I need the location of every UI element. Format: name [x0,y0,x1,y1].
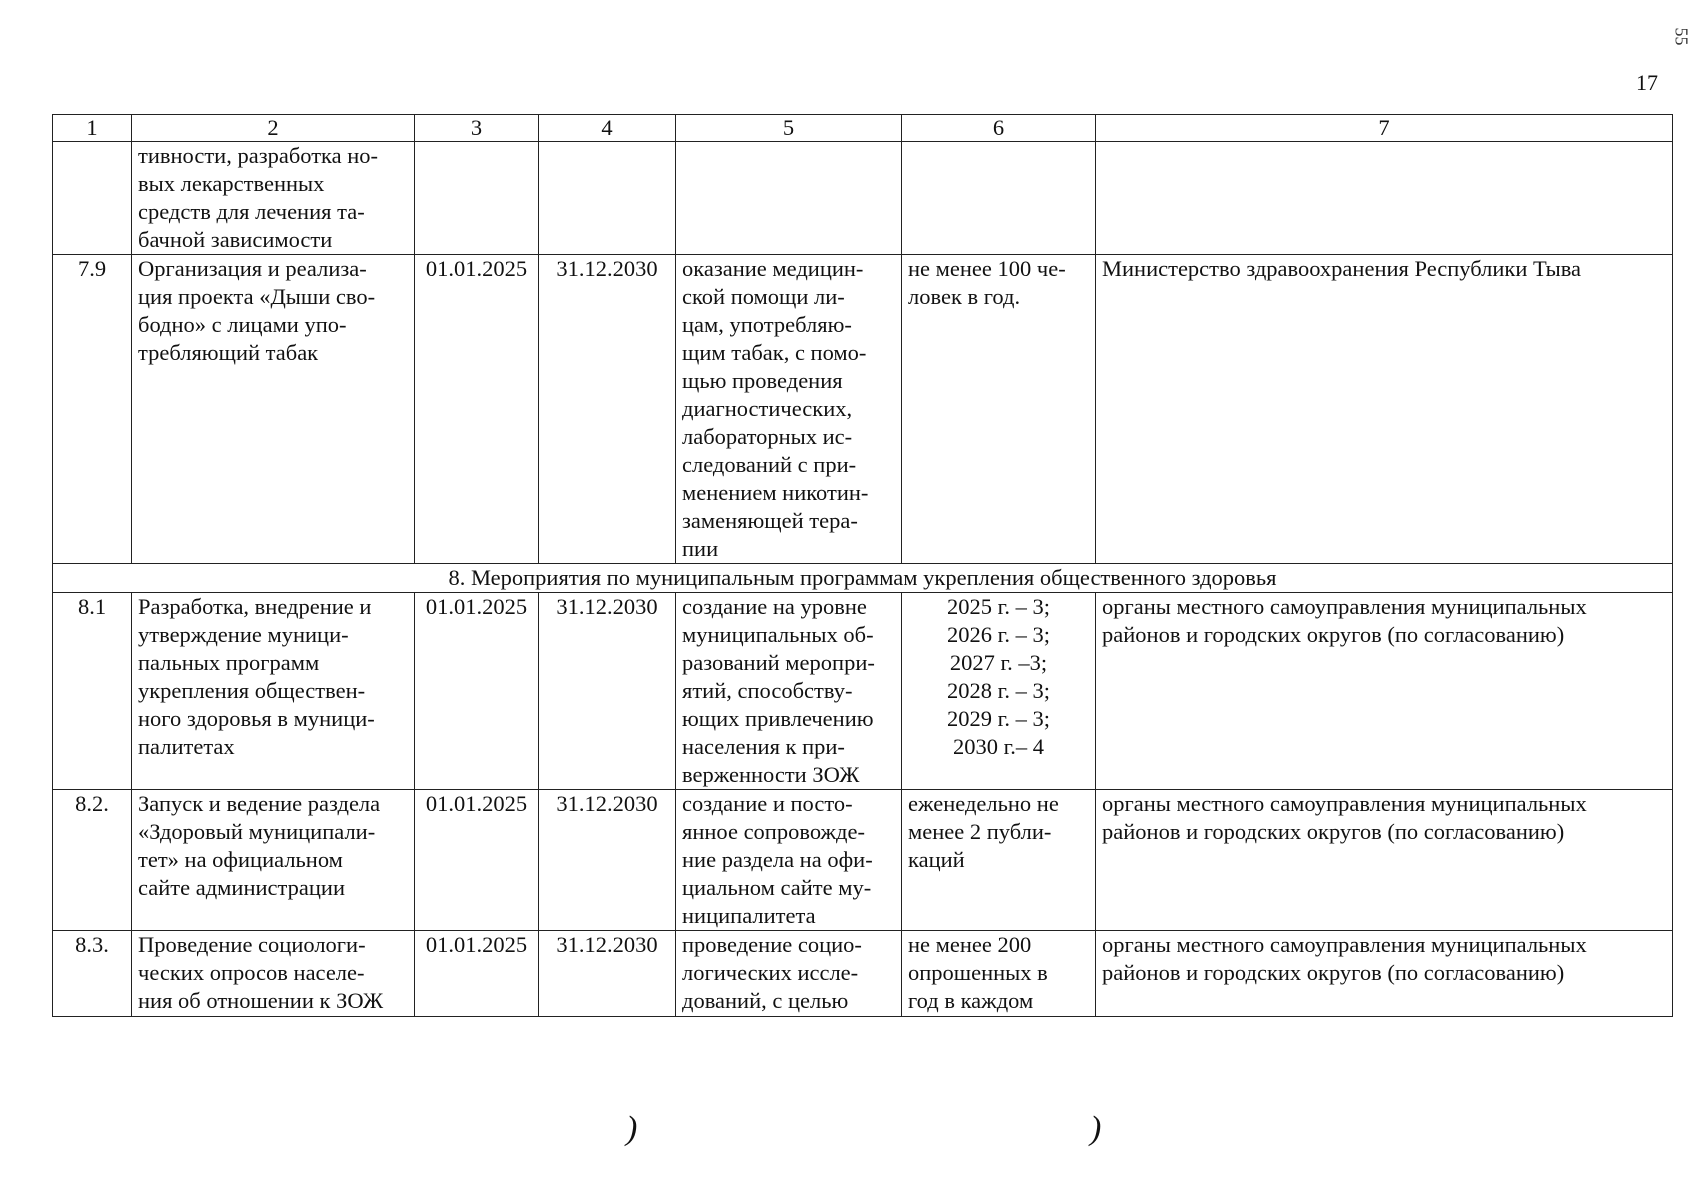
cell-name: Разработка, внедрение и утверждение муници- пальных программ укрепления обществен- ного здоровья в муници- палитетах [132,593,415,790]
table-row-7-9 [53,255,1673,564]
header-col-3: 3 [415,115,539,142]
cell-num: 8.1 [53,593,132,790]
cell-start: 01.01.2025 [415,790,539,931]
cell-result: оказание медицин- ской помощи ли- цам, употребляю- щим табак, с помо- щью проведения диагностических, лабораторных ис- следований с при- менением никотин- заменяющей тера- пии [676,255,902,564]
cell-num [53,142,132,255]
header-col-4: 4 [539,115,676,142]
section-row-8 [53,564,1673,593]
cell-end: 31.12.2030 [539,593,676,790]
header-col-1: 1 [53,115,132,142]
header-col-6: 6 [902,115,1096,142]
header-col-2: 2 [132,115,415,142]
cell-start: 01.01.2025 [415,931,539,1017]
cell-responsible: Министерство здравоохранения Республики Тыва [1096,255,1673,564]
cell-num: 7.9 [53,255,132,564]
header-row [53,115,1673,142]
cell-end: 31.12.2030 [539,931,676,1017]
table-row-continuation [53,142,1673,255]
cell-num: 8.3. [53,931,132,1017]
cell-name: Проведение социологи- ческих опросов населе- ния об отношении к ЗОЖ [132,931,415,1017]
cell-result: создание на уровне муниципальных об- разований меропри- ятий, способству- ющих привлечению населения к при- верженности ЗОЖ [676,593,902,790]
cell-num: 8.2. [53,790,132,931]
cell-indicator: еженедельно не менее 2 публи- каций [902,790,1096,931]
cell-responsible: органы местного самоуправления муниципальных районов и городских округов (по согласованию) [1096,790,1673,931]
cell-start: 01.01.2025 [415,255,539,564]
cell-result [676,142,902,255]
cell-indicator: не менее 200 опрошенных в год в каждом [902,931,1096,1017]
measures-table [52,114,1673,1017]
table-row-8-3 [53,931,1673,1017]
table-row-8-2 [53,790,1673,931]
cell-responsible: органы местного самоуправления муниципальных районов и городских округов (по согласованию) [1096,931,1673,1017]
cell-start: 01.01.2025 [415,593,539,790]
corner-mark: 55 [1671,27,1692,46]
cell-name: Запуск и ведение раздела «Здоровый муниципали- тет» на официальном сайте администрации [132,790,415,931]
page-number: 17 [1636,70,1658,95]
cell-responsible: органы местного самоуправления муниципальных районов и городских округов (по согласованию) [1096,593,1673,790]
cell-result: создание и посто- янное сопровожде- ние раздела на офи- циальном сайте му- ниципалитета [676,790,902,931]
cell-result: проведение социо- логических иссле- дований, с целью [676,931,902,1017]
header-col-7: 7 [1096,115,1673,142]
cell-end [539,142,676,255]
header-col-5: 5 [676,115,902,142]
footer-mark-right: ) [1090,1110,1102,1147]
cell-indicator: 2025 г. – 3; 2026 г. – 3; 2027 г. –3; 2028 г. – 3; 2029 г. – 3; 2030 г.– 4 [902,593,1096,790]
cell-indicator [902,142,1096,255]
table-row-8-1 [53,593,1673,790]
cell-name: тивности, разработка но- вых лекарственных средств для лечения та- бачной зависимости [132,142,415,255]
cell-responsible [1096,142,1673,255]
cell-end: 31.12.2030 [539,255,676,564]
cell-name: Организация и реализа- ция проекта «Дыши сво- бодно» с лицами упо- требляющий табак [132,255,415,564]
cell-start [415,142,539,255]
footer-mark-left: ) [626,1110,638,1147]
cell-end: 31.12.2030 [539,790,676,931]
cell-indicator: не менее 100 че- ловек в год. [902,255,1096,564]
section-title: 8. Мероприятия по муниципальным программам укрепления общественного здоровья [53,564,1673,593]
